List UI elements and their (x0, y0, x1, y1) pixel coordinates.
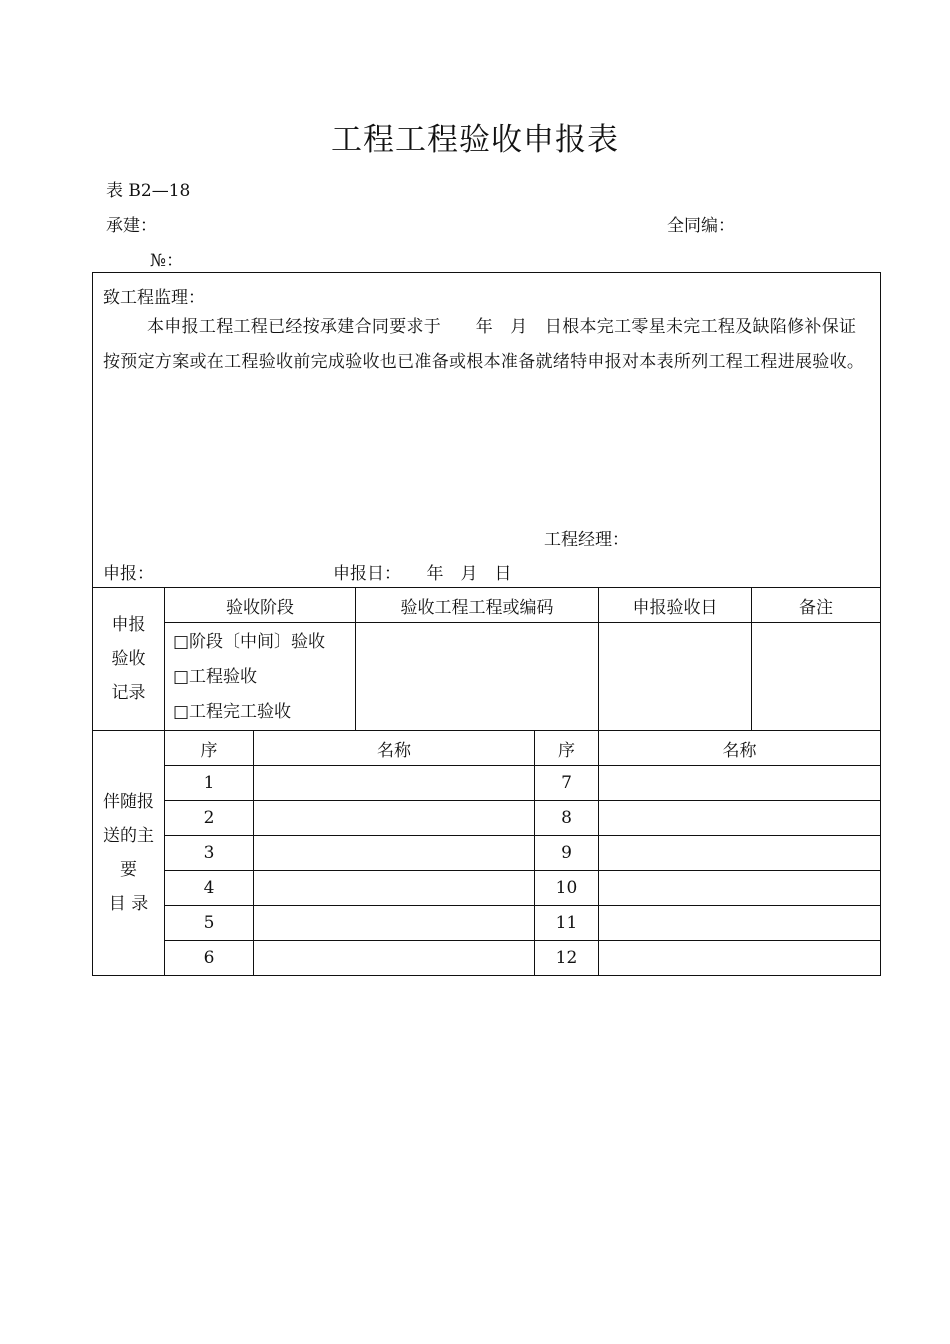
name-right-cell[interactable] (599, 801, 881, 836)
applicant-label: 申报： (103, 564, 154, 584)
document-number-label: №： (150, 251, 184, 271)
header-seq-right: 序 (535, 731, 599, 766)
project-manager-label: 工程经理： (544, 530, 629, 550)
seq-right: 12 (535, 941, 599, 976)
name-left-cell[interactable] (254, 801, 535, 836)
application-date-cell[interactable] (599, 623, 752, 731)
contract-number-label: 全同编： (667, 216, 735, 236)
name-right-cell[interactable] (599, 941, 881, 976)
seq-left: 2 (165, 801, 254, 836)
header-application-date: 申报验收日 (599, 588, 752, 623)
header-name-right: 名称 (599, 731, 881, 766)
stage-option-project[interactable]: □工程验收 (173, 667, 258, 687)
letter-body: 本申报工程工程已经按承建合同要求于 年 月 日根本完工零星未完工程及缺陷修补保证按预定方案或在工程验收前完成验收也已准备或根本准备就绪特申报对本表所列工程工程进展验收。 (103, 317, 865, 372)
seq-left: 3 (165, 836, 254, 871)
table-row (93, 766, 881, 801)
remarks-cell[interactable] (752, 623, 881, 731)
letter-section (93, 273, 881, 588)
seq-left: 1 (165, 766, 254, 801)
page-title: 工程工程验收申报表 (331, 122, 619, 158)
name-left-cell[interactable] (254, 941, 535, 976)
name-right-cell[interactable] (599, 766, 881, 801)
seq-right: 9 (535, 836, 599, 871)
seq-left: 6 (165, 941, 254, 976)
application-form (92, 272, 881, 976)
seq-left: 4 (165, 871, 254, 906)
name-right-cell[interactable] (599, 836, 881, 871)
record-side-label: 申报 验收 记录 (93, 588, 165, 731)
table-row (93, 941, 881, 976)
application-date-label: 申报日： 年 月 日 (333, 564, 512, 584)
name-right-cell[interactable] (599, 906, 881, 941)
project-code-cell[interactable] (356, 623, 599, 731)
letter-recipient: 致工程监理： (103, 288, 205, 308)
name-left-cell[interactable] (254, 871, 535, 906)
seq-left: 5 (165, 906, 254, 941)
seq-right: 8 (535, 801, 599, 836)
contractor-label: 承建： (106, 216, 157, 236)
header-stage: 验收阶段 (165, 588, 356, 623)
name-left-cell[interactable] (254, 906, 535, 941)
table-row (93, 801, 881, 836)
header-remarks: 备注 (752, 588, 881, 623)
table-row (93, 871, 881, 906)
seq-right: 11 (535, 906, 599, 941)
header-seq-left: 序 (165, 731, 254, 766)
seq-right: 10 (535, 871, 599, 906)
name-right-cell[interactable] (599, 871, 881, 906)
table-row (93, 906, 881, 941)
form-number: 表 B2—18 (106, 181, 191, 201)
table-row (93, 836, 881, 871)
header-name-left: 名称 (254, 731, 535, 766)
name-left-cell[interactable] (254, 836, 535, 871)
stage-option-intermediate[interactable]: □阶段〔中间〕验收 (173, 632, 326, 652)
stage-option-completion[interactable]: □工程完工验收 (173, 702, 292, 722)
stage-options (165, 623, 356, 731)
name-left-cell[interactable] (254, 766, 535, 801)
header-project-code: 验收工程工程或编码 (356, 588, 599, 623)
attachments-side-label: 伴随报 送的主 要 目 录 (93, 731, 165, 976)
seq-right: 7 (535, 766, 599, 801)
